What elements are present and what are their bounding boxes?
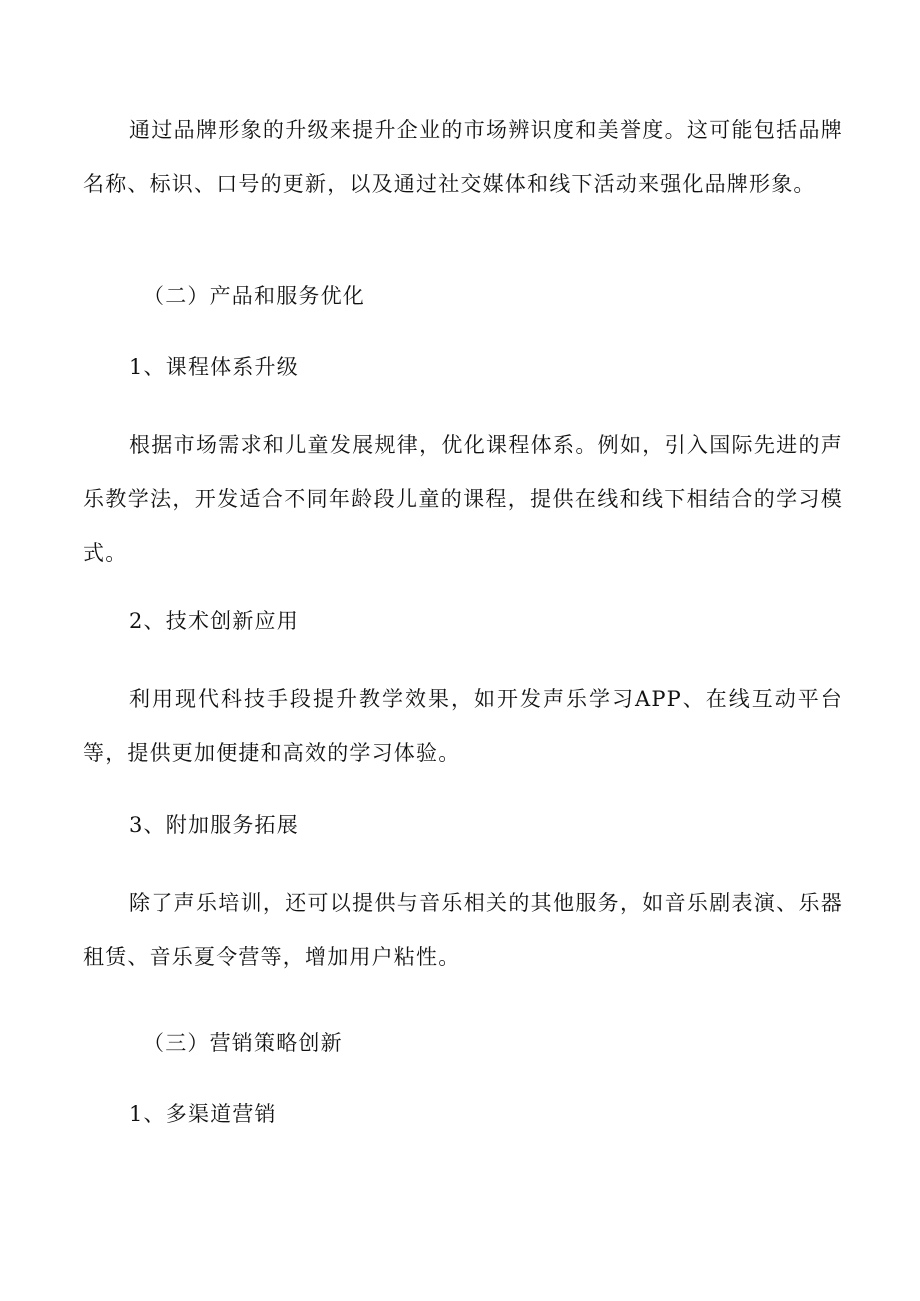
subheading-multichannel: 1、多渠道营销 — [129, 1102, 277, 1126]
paragraph-extra-services: 除了声乐培训，还可以提供与音乐相关的其他服务，如音乐剧表演、乐器租赁、音乐夏令营等，增加用户粘性。 — [83, 891, 843, 969]
subheading-extra-services: 3、附加服务拓展 — [129, 813, 299, 837]
paragraph-curriculum: 根据市场需求和儿童发展规律，优化课程体系。例如，引入国际先进的声乐教学法，开发适合不同年龄段儿童的课程，提供在线和线下相结合的学习模式。 — [83, 433, 843, 565]
paragraph-brand-image: 通过品牌形象的升级来提升企业的市场辨识度和美誉度。这可能包括品牌名称、标识、口号的更新，以及通过社交媒体和线下活动来强化品牌形象。 — [83, 118, 843, 196]
paragraph-technology: 利用现代科技手段提升教学效果，如开发声乐学习APP、在线互动平台等，提供更加便捷和高效的学习体验。 — [83, 687, 843, 765]
section-heading-product-service: （二）产品和服务优化 — [143, 284, 365, 308]
section-heading-marketing: （三）营销策略创新 — [143, 1031, 343, 1055]
subheading-curriculum: 1、课程体系升级 — [129, 355, 299, 379]
subheading-technology: 2、技术创新应用 — [129, 609, 299, 633]
